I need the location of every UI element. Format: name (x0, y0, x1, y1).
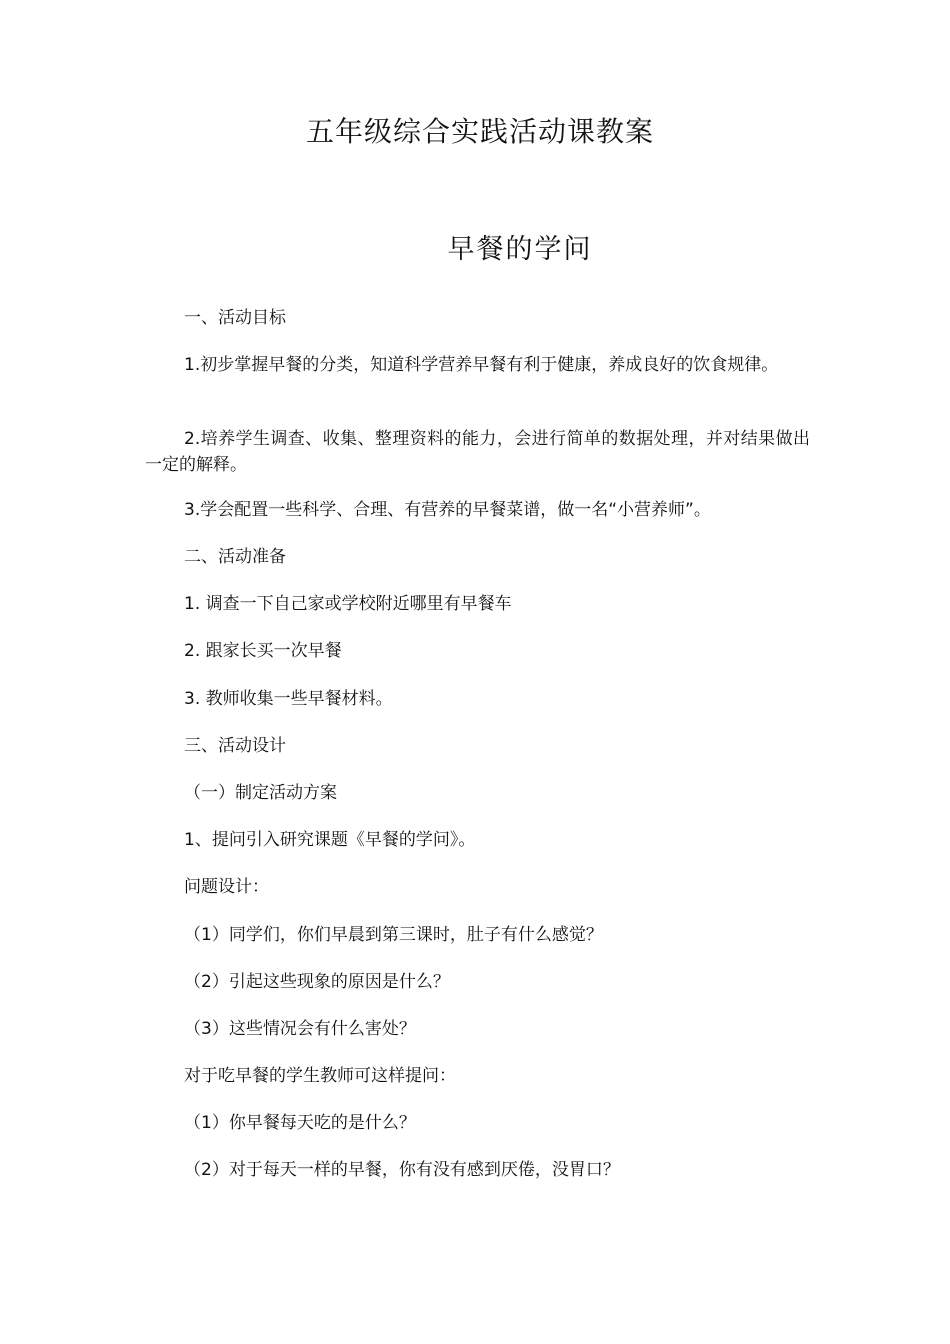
lesson-title: 早餐的学问 (447, 234, 593, 265)
design-step-1: 1、提问引入研究课题《早餐的学问》。 (184, 830, 476, 850)
preparation-item-3: 3. 教师收集一些早餐材料。 (184, 689, 393, 709)
question-item-3: （3）这些情况会有什么害处？ (184, 1019, 416, 1039)
document-title: 五年级综合实践活动课教案 (305, 115, 654, 148)
section-heading-preparation: 二、活动准备 (184, 547, 286, 567)
goal-item-2: 2.培养学生调查、收集、整理资料的能力，会进行简单的数据处理，并对结果做出一定的解释。 (145, 429, 810, 475)
breakfast-questions-label: 对于吃早餐的学生教师可这样提问： (184, 1066, 456, 1086)
questions-label: 问题设计： (184, 877, 269, 897)
preparation-item-2: 2. 跟家长买一次早餐 (184, 641, 342, 661)
section-heading-design: 三、活动设计 (184, 736, 286, 756)
goal-item-3: 3.学会配置一些科学、合理、有营养的早餐菜谱，做一名“小营养师”。 (184, 500, 711, 520)
question-item-1: （1）同学们，你们早晨到第三课时，肚子有什么感觉？ (184, 925, 603, 945)
section-heading-goals: 一、活动目标 (184, 308, 286, 328)
subsection-heading-plan: （一）制定活动方案 (184, 783, 337, 803)
question-item-2: （2）引起这些现象的原因是什么？ (184, 972, 450, 992)
breakfast-question-item-2: （2）对于每天一样的早餐，你有没有感到厌倦，没胃口？ (184, 1160, 620, 1180)
preparation-item-1: 1. 调查一下自己家或学校附近哪里有早餐车 (184, 594, 512, 614)
breakfast-question-item-1: （1）你早餐每天吃的是什么？ (184, 1113, 416, 1133)
goal-item-1: 1.初步掌握早餐的分类，知道科学营养早餐有利于健康，养成良好的饮食规律。 (184, 355, 779, 375)
